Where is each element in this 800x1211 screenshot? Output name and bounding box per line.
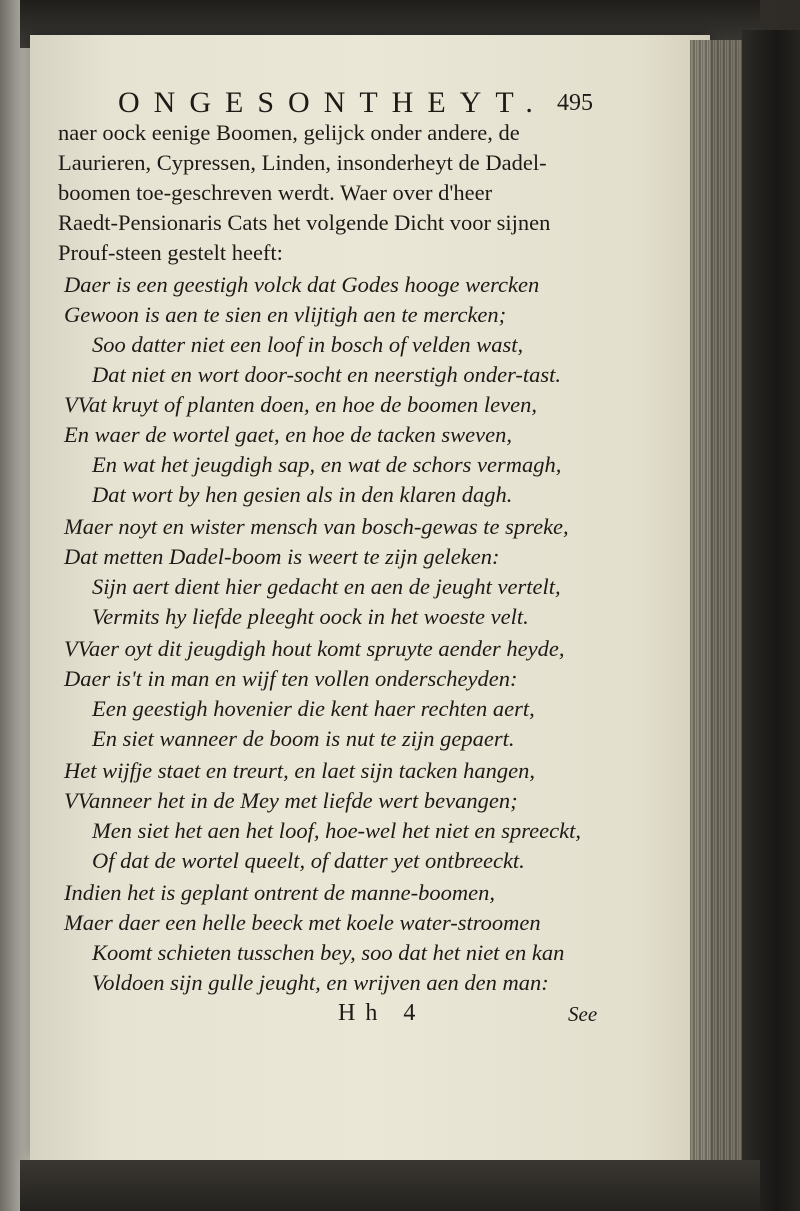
verse-line-22: Maer daer een helle beeck met koele water-stroomen [64,910,541,935]
prose-line-1: naer oock eenige Boomen, gelijck onder andere, de [58,120,520,145]
prose-line-5: Prouf-steen gestelt heeft: [58,240,283,265]
signature-mark: Hh 4 [338,1000,426,1026]
page-fore-edge [690,40,742,1160]
verse-line-18: VVanneer het in de Mey met liefde wert bevangen; [64,788,518,813]
verse-line-14: Daer is't in man en wijf ten vollen onderscheyden: [64,666,518,691]
verse-line-3: Soo datter niet een loof in bosch of velden wast, [92,332,524,357]
verse-line-10: Dat metten Dadel-boom is weert te zijn geleken: [64,544,500,569]
running-head: ONGESONTHEYT. [118,86,547,119]
verse-line-2: Gewoon is aen te sien en vlijtigh aen te mercken; [64,302,507,327]
verse-line-13: VVaer oyt dit jeugdigh hout komt spruyte aender heyde, [64,636,565,661]
verse-line-1: Daer is een geestigh volck dat Godes hooge wercken [64,272,540,297]
prose-line-2: Laurieren, Cypressen, Linden, insonderheyt de Dadel- [58,150,547,175]
verse-line-8: Dat wort by hen gesien als in den klaren dagh. [92,482,513,507]
verse-line-15: Een geestigh hovenier die kent haer rechten aert, [92,696,535,721]
verse-line-20: Of dat de wortel queelt, of datter yet ontbreeckt. [92,848,525,873]
verse-line-11: Sijn aert dient hier gedacht en aen de jeught vertelt, [92,574,561,599]
verse-line-9: Maer noyt en wister mensch van bosch-gewas te spreke, [64,514,569,539]
catchword: See [568,1002,598,1026]
verse-line-5: VVat kruyt of planten doen, en hoe de boomen leven, [64,392,537,417]
verse-line-4: Dat niet en wort door-socht en neerstigh onder-tast. [92,362,562,387]
prose-line-4: Raedt-Pensionaris Cats het volgende Dicht voor sijnen [58,210,551,235]
verse-line-12: Vermits hy liefde pleeght oock in het woeste velt. [92,604,529,629]
verse-line-19: Men siet het aen het loof, hoe-wel het niet en spreeckt, [92,818,582,843]
verse-line-17: Het wijfje staet en treurt, en laet sijn tacken hangen, [64,758,535,783]
verse-line-6: En waer de wortel gaet, en hoe de tacken sweven, [64,422,512,447]
bottom-shadow [20,1160,760,1211]
verse-line-23: Koomt schieten tusschen bey, soo dat het niet en kan [92,940,565,965]
book-binding [742,30,800,1211]
page-number: 495 [557,90,593,116]
prose-line-3: boomen toe-geschreven werdt. Waer over d'heer [58,180,493,205]
verse-line-16: En siet wanneer de boom is nut te zijn gepaert. [92,726,515,751]
verse-line-7: En wat het jeugdigh sap, en wat de schors vermagh, [92,452,562,477]
verse-line-21: Indien het is geplant ontrent de manne-boomen, [64,880,495,905]
verse-line-24: Voldoen sijn gulle jeught, en wrijven aen den man: [92,970,549,995]
